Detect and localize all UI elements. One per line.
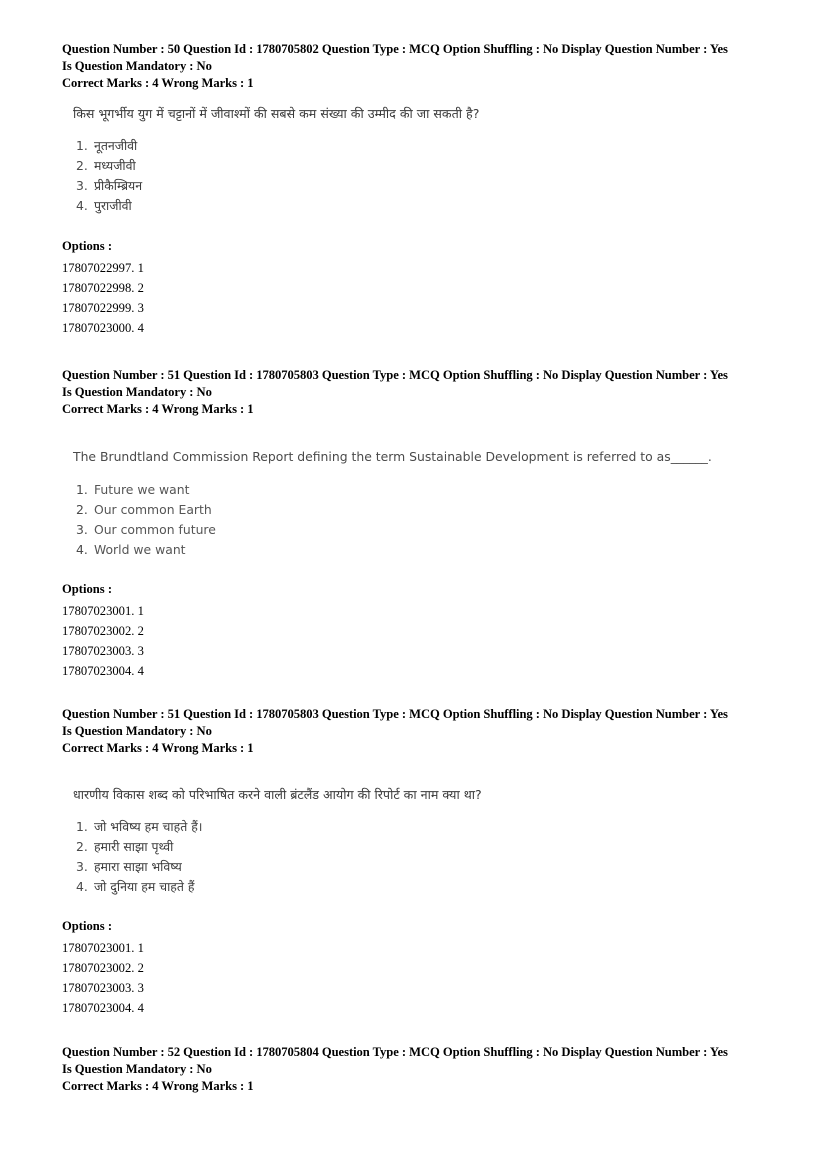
question-header: Question Number : 51 Question Id : 1780705803 Question Type : MCQ Option Shuffling : No Display Question Number : Yes xyxy=(62,368,728,382)
option-id-row: 17807023003. 3 xyxy=(62,644,144,658)
option-id-row: 17807022998. 2 xyxy=(62,281,144,295)
document-page xyxy=(62,41,782,1095)
question-content xyxy=(62,448,782,560)
question-header: Question Number : 52 Question Id : 1780705804 Question Type : MCQ Option Shuffling : No Display Question Number : Yes xyxy=(62,1045,728,1059)
question-marks: Correct Marks : 4 Wrong Marks : 1 xyxy=(62,76,254,90)
choice-item: 2. Our common Earth xyxy=(76,502,212,517)
option-id-row: 17807023004. 4 xyxy=(62,664,144,678)
choice-list xyxy=(62,136,782,216)
choice-item: 1. नूतनजीवी xyxy=(76,138,138,153)
choice-item: 4. पुराजीवी xyxy=(76,198,132,213)
choice-item: 3. प्रीकैम्ब्रियन xyxy=(76,178,143,193)
option-id-row: 17807022997. 1 xyxy=(62,261,144,275)
choice-item: 3. Our common future xyxy=(76,522,216,537)
question-mandatory: Is Question Mandatory : No xyxy=(62,59,212,73)
question-content xyxy=(62,105,782,216)
question-block-52 xyxy=(62,1044,782,1095)
question-marks: Correct Marks : 4 Wrong Marks : 1 xyxy=(62,402,254,416)
choice-item: 2. मध्यजीवी xyxy=(76,158,136,173)
choice-item: 3. हमारा साझा भविष्य xyxy=(76,859,182,874)
question-block-51-hi xyxy=(62,706,782,1044)
option-id-row: 17807023001. 1 xyxy=(62,941,144,955)
question-mandatory: Is Question Mandatory : No xyxy=(62,385,212,399)
question-text: किस भूगर्भीय युग में चट्टानों में जीवाश्मों की सबसे कम संख्या की उम्मीद की जा सकती है? xyxy=(73,106,480,121)
question-marks: Correct Marks : 4 Wrong Marks : 1 xyxy=(62,741,254,755)
question-text: धारणीय विकास शब्द को परिभाषित करने वाली ब्रंटलैंड आयोग की रिपोर्ट का नाम क्या था? xyxy=(73,787,482,802)
question-marks: Correct Marks : 4 Wrong Marks : 1 xyxy=(62,1079,254,1093)
option-id-row: 17807023002. 2 xyxy=(62,961,144,975)
option-id-row: 17807022999. 3 xyxy=(62,301,144,315)
question-mandatory: Is Question Mandatory : No xyxy=(62,724,212,738)
choice-item: 1. Future we want xyxy=(76,482,190,497)
option-id-row: 17807023000. 4 xyxy=(62,321,144,335)
choice-item: 4. जो दुनिया हम चाहते हैं xyxy=(76,879,195,894)
question-text: The Brundtland Commission Report defining the term Sustainable Development is referred to as______. xyxy=(73,449,712,464)
question-block-51-en xyxy=(62,367,782,706)
choice-item: 2. हमारी साझा पृथ्वी xyxy=(76,839,174,854)
options-label: Options : xyxy=(62,239,113,253)
options-label: Options : xyxy=(62,582,113,596)
choice-item: 4. World we want xyxy=(76,542,186,557)
question-block-50 xyxy=(62,41,782,367)
option-id-row: 17807023003. 3 xyxy=(62,981,144,995)
question-content xyxy=(62,786,782,897)
option-id-row: 17807023004. 4 xyxy=(62,1001,144,1015)
choice-list xyxy=(62,480,782,560)
choice-item: 1. जो भविष्य हम चाहते हैं। xyxy=(76,819,203,834)
question-header: Question Number : 51 Question Id : 1780705803 Question Type : MCQ Option Shuffling : No Display Question Number : Yes xyxy=(62,707,728,721)
question-header: Question Number : 50 Question Id : 1780705802 Question Type : MCQ Option Shuffling : No Display Question Number : Yes xyxy=(62,42,728,56)
option-id-row: 17807023001. 1 xyxy=(62,604,144,618)
options-label: Options : xyxy=(62,919,113,933)
option-id-row: 17807023002. 2 xyxy=(62,624,144,638)
choice-list xyxy=(62,817,782,897)
question-mandatory: Is Question Mandatory : No xyxy=(62,1062,212,1076)
